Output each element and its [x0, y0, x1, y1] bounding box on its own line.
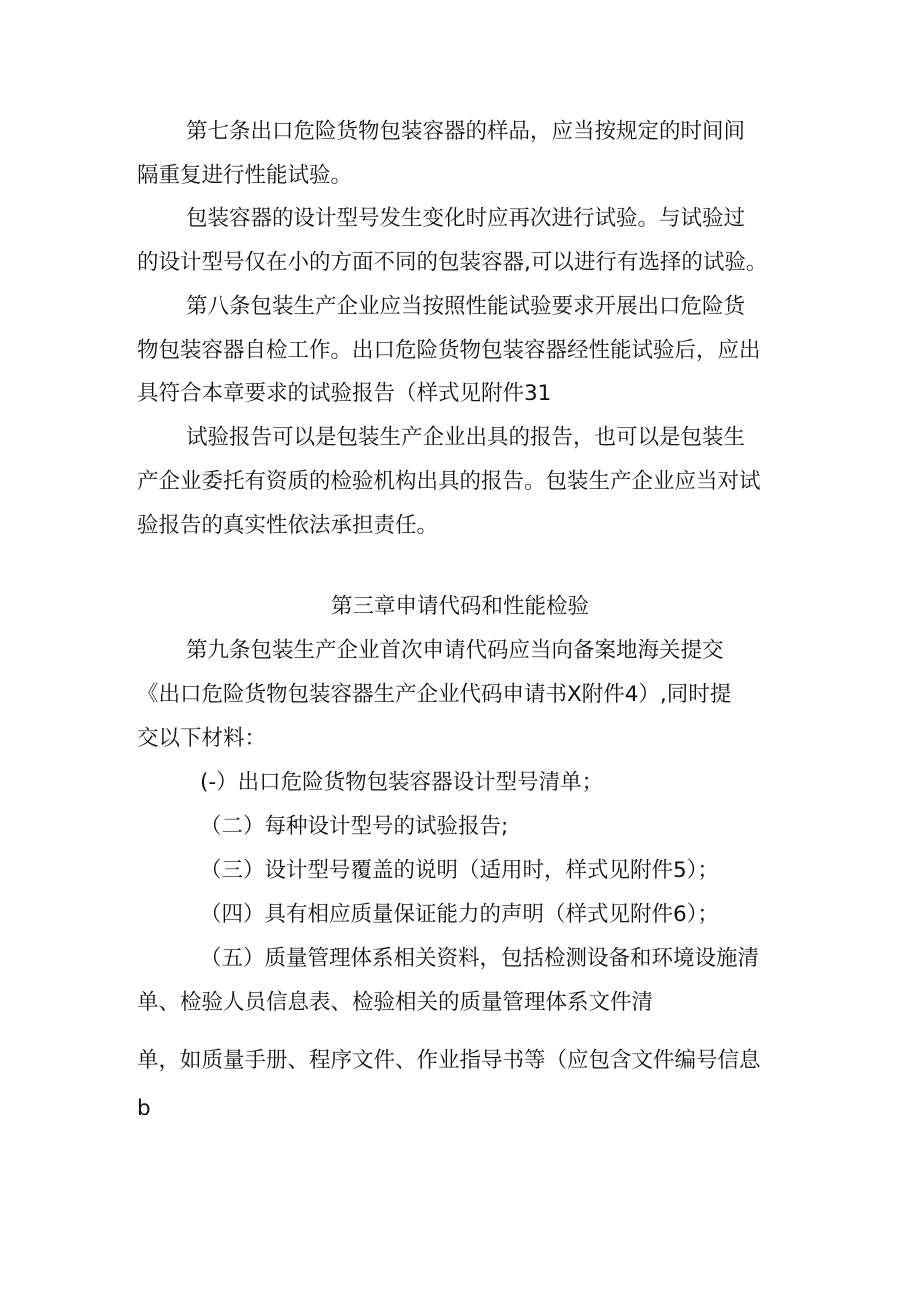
material-item-4: （四）具有相应质量保证能力的声明（样式见附件6）；	[200, 902, 719, 927]
material-item-2: （二）每种设计型号的试验报告;	[200, 814, 509, 839]
article8-line2: 物包装容器自检工作。出口危险货物包装容器经性能试验后，应出	[137, 338, 761, 363]
article7-line2: 隔重复进行性能试验。	[137, 163, 353, 188]
chapter-title: 第三章申请代码和性能检验	[330, 594, 589, 619]
material-item-5-line1: （五）质量管理体系相关资料，包括检测设备和环境设施清	[200, 946, 760, 971]
article9-line1: 第九条包装生产企业首次申请代码应当向备案地海关提交	[186, 638, 724, 663]
article7-line1: 第七条出口危险货物包装容器的样品，应当按规定的时间间	[186, 119, 746, 144]
article9-line3: 交以下材料：	[137, 726, 267, 751]
material-item-5-line4: b	[137, 1096, 151, 1121]
report-line3: 验报告的真实性依法承担责任。	[137, 513, 439, 538]
material-item-5-line2: 单、检验人员信息表、检验相关的质量管理体系文件清	[137, 990, 654, 1015]
material-item-1: (-）出口危险货物包装容器设计型号清单；	[200, 770, 604, 795]
article9-line2: 《出口危险货物包装容器生产企业代码申请书X附件4）,同时提	[137, 682, 732, 707]
design-change-line2: 的设计型号仅在小的方面不同的包装容器,可以进行有选择的试验。	[137, 250, 768, 275]
report-line1: 试验报告可以是包装生产企业出具的报告，也可以是包装生	[186, 425, 746, 450]
article8-line1: 第八条包装生产企业应当按照性能试验要求开展出口危险货	[186, 294, 746, 319]
article8-line3: 具符合本章要求的试验报告（样式见附件31	[137, 381, 552, 406]
design-change-line1: 包装容器的设计型号发生变化时应再次进行试验。与试验过	[186, 206, 746, 231]
material-item-3: （三）设计型号覆盖的说明（适用时，样式见附件5）；	[200, 858, 719, 883]
material-item-5-line3: 单，如质量手册、程序文件、作业指导书等（应包含文件编号信息	[137, 1048, 761, 1073]
report-line2: 产企业委托有资质的检验机构出具的报告。包装生产企业应当对试	[137, 469, 761, 494]
